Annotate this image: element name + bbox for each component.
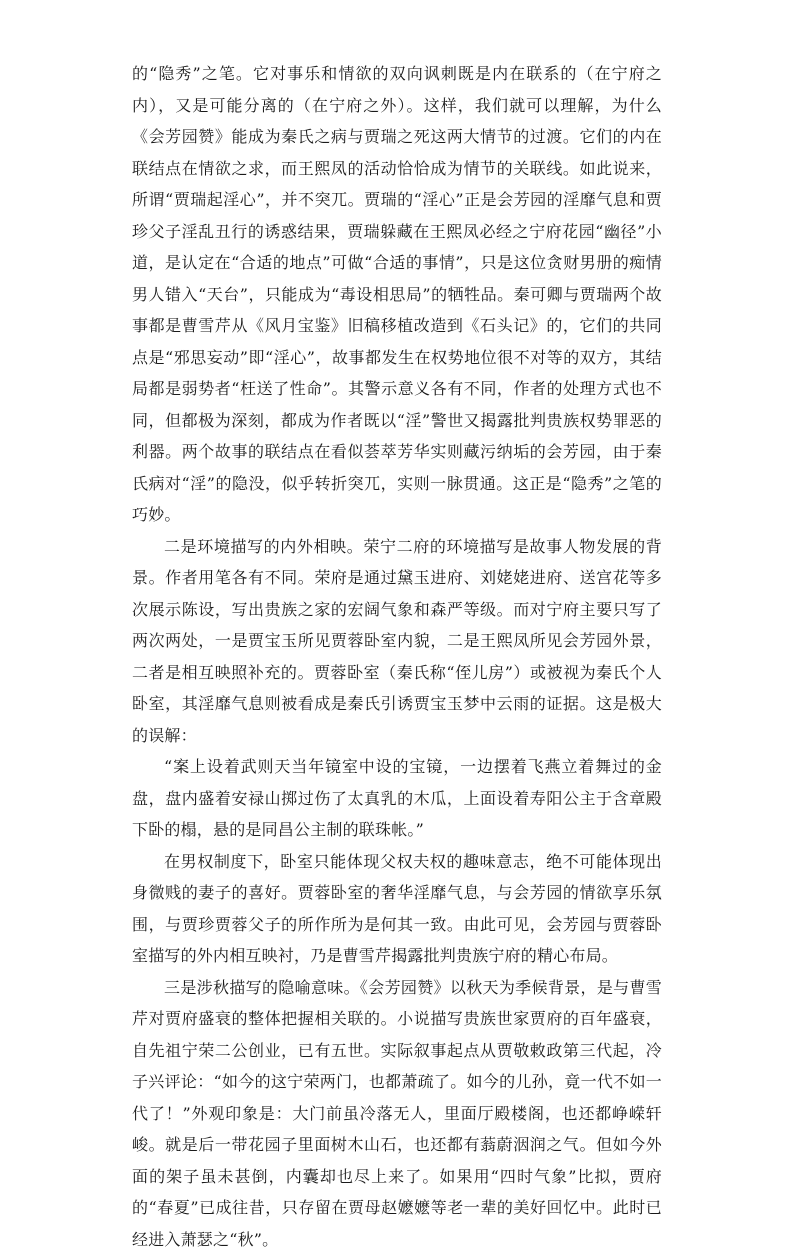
paragraph-bedroom: 在男权制度下，卧室只能体现父权夫权的趣味意志，绝不可能体现出身微贱的妻子的喜好。贾蓉卧室的奢华淫靡气息，与会芳园的情欲享乐氛围，与贾珍贾蓉父子的所作所为是何其一致。由此可见，会芳园与贾蓉卧室描写的外内相互映衬，乃是曹雪芹揭露批判贵族宁府的精心布局。 <box>132 846 662 972</box>
block-quote: “案上设着武则天当年镜室中设的宝镜，一边摆着飞燕立着舞过的金盘，盘内盛着安禄山掷过伤了太真乳的木瓜，上面设着寿阳公主于含章殿下卧的榻，悬的是同昌公主制的联珠帐。” <box>132 751 662 846</box>
paragraph-continuation: 的“隐秀”之笔。它对事乐和情欲的双向讽刺既是内在联系的（在宁府之内），又是可能分离的（在宁府之外）。这样，我们就可以理解，为什么《会芳园赞》能成为秦氏之病与贾瑞之死这两大情节的过渡。它们的内在联结点在情欲之求，而王熙凤的活动恰恰成为情节的关联线。如此说来，所谓“贾瑞起淫心”，并不突兀。贾瑞的“淫心”正是会芳园的淫靡气息和贾珍父子淫乱丑行的诱惑结果，贾瑞躲藏在王熙凤必经之宁府花园“幽径”小道，是认定在“合适的地点”可做“合适的事情”，只是这位贪财男册的痴情男人错入“天台”，只能成为“毒设相思局”的牺牲品。秦可卿与贾瑞两个故事都是曹雪芹从《风月宝鉴》旧稿移植改造到《石头记》的，它们的共同点是“邪思妄动”即“淫心”，故事都发生在权势地位很不对等的双方，其结局都是弱势者“枉送了性命”。其警示意义各有不同，作者的处理方式也不同，但都极为深刻，都成为作者既以“淫”警世又揭露批判贵族权势罪恶的利器。两个故事的联结点在看似荟萃芳华实则藏污纳垢的会芳园，由于秦氏病对“淫”的隐没，似乎转折突兀，实则一脉贯通。这正是“隐秀”之笔的巧妙。 <box>132 58 662 531</box>
paragraph-autumn: 三是涉秋描写的隐喻意味。《会芳园赞》以秋天为季候背景，是与曹雪芹对贾府盛衰的整体把握相关联的。小说描写贵族世家贾府的百年盛衰，自先祖宁荣二公创业，已有五世。实际叙事起点从贾敬敕政第三代起，冷子兴评论：“如今的这宁荣两门，也都萧疏了。如今的儿孙，竟一代不如一代了！”外观印象是：大门前虽冷落无人，里面厅殿楼阁，也还都峥嵘轩峻。就是后一带花园子里面树木山石，也还都有蓊蔚洇润之气。但如今外面的架子虽未甚倒，内囊却也尽上来了。如果用“四时气象”比拟，贾府的“春夏”已成往昔，只存留在贾母赵嬷嬷等老一辈的美好回忆中。此时已经进入萧瑟之“秋”。 <box>132 972 662 1255</box>
document-body <box>132 58 662 1255</box>
paragraph-environment: 二是环境描写的内外相映。荣宁二府的环境描写是故事人物发展的背景。作者用笔各有不同。荣府是通过黛玉进府、刘姥姥进府、送宫花等多次展示陈设，写出贵族之家的宏阔气象和森严等级。而对宁府主要只写了两次两处，一是贾宝玉所见贾蓉卧室内貌，二是王熙凤所见会芳园外景，二者是相互映照补充的。贾蓉卧室（秦氏称“侄儿房”）或被视为秦氏个人卧室，其淫靡气息则被看成是秦氏引诱贾宝玉梦中云雨的证据。这是极大的误解： <box>132 531 662 752</box>
